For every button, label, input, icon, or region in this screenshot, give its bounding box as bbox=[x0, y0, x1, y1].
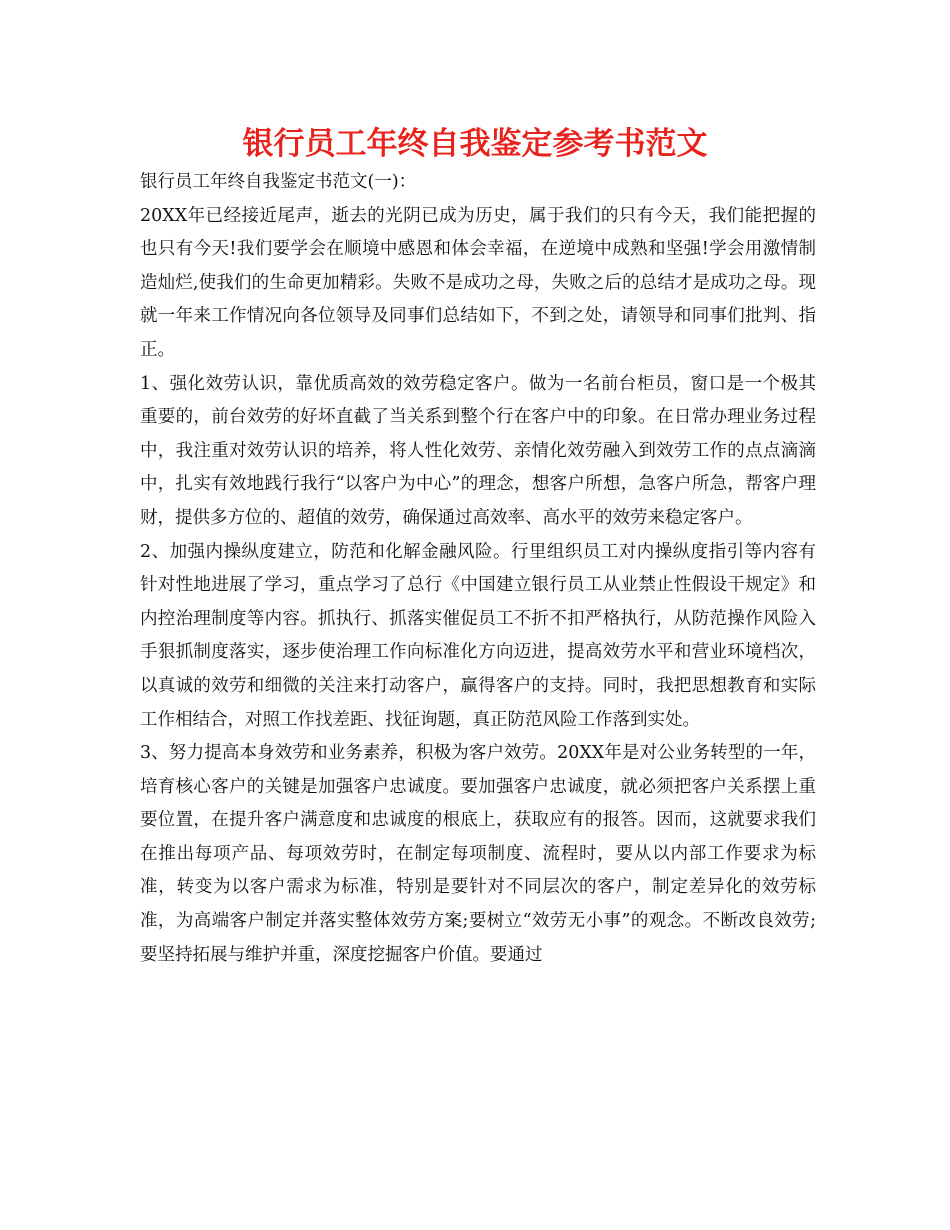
paragraph-subtitle: 银行员工年终自我鉴定书范文(一)： bbox=[140, 172, 417, 192]
paragraph-point-1: 1、强化效劳认识，靠优质高效的效劳稳定客户。做为一名前台柜员，窗口是一个极其重要的，前台效劳的好坏直截了当关系到整个行在客户中的印象。在日常办理业务过程中，我注重对效劳认识的培养，将人性化效劳、亲情化效劳融入到效劳工作的点点滴滴中，扎实有效地践行我行“以客户为中心”的理念，想客户所想，急客户所急，帮客户理财，提供多方位的、超值的效劳，确保通过高效率、高水平的效劳来稳定客户。 bbox=[140, 373, 816, 528]
paragraph-point-2: 2、加强内操纵度建立，防范和化解金融风险。行里组织员工对内操纵度指引等内容有针对性地进展了学习，重点学习了总行《中国建立银行员工从业禁止性假设干规定》和内控治理制度等内容。抓执行、抓落实催促员工不折不扣严格执行，从防范操作风险入手狠抓制度落实，逐步使治理工作向标准化方向迈进，提高效劳水平和营业环境档次，以真诚的效劳和细微的关注来打动客户，赢得客户的支持。同时，我把思想教育和实际工作相结合，对照工作找差距、找征询题，真正防范风险工作落到实处。 bbox=[140, 541, 816, 730]
document-body bbox=[140, 166, 816, 972]
document-title: 银行员工年终自我鉴定参考书范文 bbox=[242, 126, 708, 162]
paragraph-point-3: 3、努力提高本身效劳和业务素养，积极为客户效劳。20XX年是对公业务转型的一年，培育核心客户的关键是加强客户忠诚度。要加强客户忠诚度，就必须把客户关系摆上重要位置，在提升客户满意度和忠诚度的根底上，获取应有的报答。因而，这就要求我们在推出每项产品、每项效劳时，在制定每项制度、流程时，要从以内部工作要求为标准，转变为以客户需求为标准，特别是要针对不同层次的客户，制定差异化的效劳标准，为高端客户制定并落实整体效劳方案;要树立“效劳无小事”的观念。不断改良效劳;要坚持拓展与维护并重，深度挖掘客户价值。要通过 bbox=[140, 743, 816, 965]
paragraph-intro: 20XX年已经接近尾声，逝去的光阴已成为历史，属于我们的只有今天，我们能把握的也只有今天!我们要学会在顺境中感恩和体会幸福，在逆境中成熟和坚强!学会用激情制造灿烂,使我们的生命更加精彩。失败不是成功之母，失败之后的总结才是成功之母。现就一年来工作情况向各位领导及同事们总结如下，不到之处，请领导和同事们批判、指正。 bbox=[140, 205, 816, 360]
